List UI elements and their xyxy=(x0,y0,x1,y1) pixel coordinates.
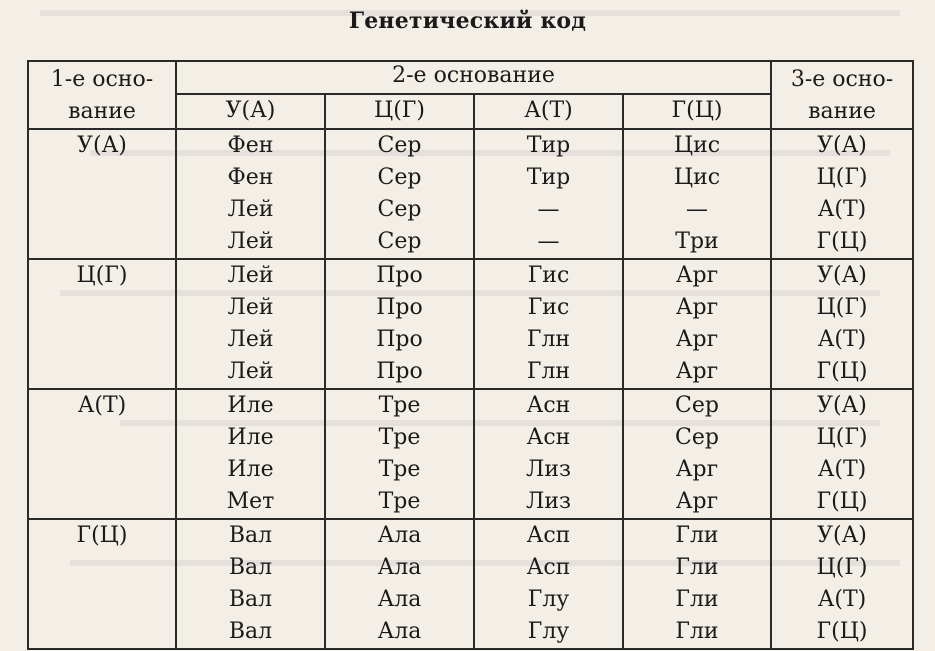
header-third-base-line1: 3-е осно- xyxy=(790,67,894,92)
third-base-value: А(Т) xyxy=(817,457,867,482)
page-title: Генетический код xyxy=(348,8,587,34)
amino-acid-cell xyxy=(325,259,474,389)
header-second-base: 2-е основание xyxy=(176,61,771,94)
amino-acid: Фен xyxy=(227,133,274,158)
first-base-value: У(А) xyxy=(77,133,127,158)
amino-acid: Цис xyxy=(673,133,721,158)
first-base-value: Г(Ц) xyxy=(76,523,128,548)
header-second-col-a: А(Т) xyxy=(474,94,623,129)
first-base-value: А(Т) xyxy=(77,393,127,418)
first-base-value: Ц(Г) xyxy=(76,263,128,288)
third-base-cell xyxy=(771,259,913,389)
table-row-first-base-a xyxy=(28,389,913,519)
amino-acid: Ала xyxy=(377,523,422,548)
third-base-value: Ц(Г) xyxy=(816,425,868,450)
genetic-code-table xyxy=(27,60,914,650)
header-second-col-c: Ц(Г) xyxy=(325,94,474,129)
third-base-cell xyxy=(771,519,913,649)
header-third-base xyxy=(771,61,913,129)
amino-acid: Иле xyxy=(227,393,274,418)
third-base-value: Ц(Г) xyxy=(816,165,868,190)
amino-acid-cell xyxy=(474,129,623,259)
amino-acid-cell xyxy=(623,259,771,389)
header-third-base-line2: вание xyxy=(808,99,876,124)
table-row-first-base-u xyxy=(28,129,913,259)
amino-acid-cell xyxy=(325,519,474,649)
third-base-cell xyxy=(771,389,913,519)
header-second-col-g: Г(Ц) xyxy=(623,94,771,129)
amino-acid: Лей xyxy=(227,263,274,288)
amino-acid: Сер xyxy=(675,425,719,450)
amino-acid: Тир xyxy=(526,165,571,190)
amino-acid: Сер xyxy=(377,133,422,158)
amino-acid: Вал xyxy=(228,587,273,612)
amino-acid: Лиз xyxy=(525,489,572,514)
amino-acid: Асп xyxy=(526,523,571,548)
amino-acid-cell xyxy=(176,519,325,649)
amino-acid: Лей xyxy=(227,229,274,254)
third-base-value: А(Т) xyxy=(817,197,867,222)
amino-acid: Арг xyxy=(675,295,719,320)
amino-acid: Арг xyxy=(675,489,719,514)
amino-acid: Вал xyxy=(228,555,273,580)
amino-acid: Про xyxy=(376,359,423,384)
header-first-base-line2: вание xyxy=(68,99,136,124)
amino-acid: Иле xyxy=(227,425,274,450)
amino-acid-cell xyxy=(325,389,474,519)
amino-acid: — xyxy=(537,229,560,254)
amino-acid: Тре xyxy=(378,425,421,450)
amino-acid: Арг xyxy=(675,359,719,384)
table-row-first-base-c xyxy=(28,259,913,389)
amino-acid: Про xyxy=(376,263,423,288)
amino-acid-cell xyxy=(474,259,623,389)
amino-acid-cell xyxy=(474,389,623,519)
amino-acid: Гис xyxy=(527,263,570,288)
amino-acid: Гли xyxy=(675,555,719,580)
amino-acid: Сер xyxy=(377,165,422,190)
amino-acid: Гис xyxy=(527,295,570,320)
amino-acid: Глу xyxy=(527,587,570,612)
amino-acid-cell xyxy=(623,389,771,519)
third-base-value: Ц(Г) xyxy=(816,555,868,580)
amino-acid: Арг xyxy=(675,263,719,288)
amino-acid: Глн xyxy=(526,359,571,384)
first-base-cell xyxy=(28,519,176,649)
amino-acid: Лей xyxy=(227,359,274,384)
amino-acid: Про xyxy=(376,295,423,320)
third-base-value: А(Т) xyxy=(817,327,867,352)
third-base-value: У(А) xyxy=(817,523,867,548)
amino-acid: — xyxy=(686,197,708,222)
amino-acid-cell xyxy=(176,259,325,389)
amino-acid-cell xyxy=(176,129,325,259)
amino-acid: Гли xyxy=(675,587,719,612)
amino-acid: Лей xyxy=(227,295,274,320)
amino-acid-cell xyxy=(623,129,771,259)
first-base-cell xyxy=(28,389,176,519)
third-base-value: Ц(Г) xyxy=(816,295,868,320)
amino-acid: Лей xyxy=(227,327,274,352)
amino-acid: Тре xyxy=(378,489,421,514)
amino-acid-cell xyxy=(474,519,623,649)
table-row-first-base-g xyxy=(28,519,913,649)
third-base-value: Г(Ц) xyxy=(816,619,868,644)
header-second-col-u: У(А) xyxy=(176,94,325,129)
amino-acid: Цис xyxy=(673,165,721,190)
amino-acid: Ала xyxy=(377,587,422,612)
amino-acid: Арг xyxy=(675,327,719,352)
amino-acid: — xyxy=(537,197,560,222)
amino-acid-cell xyxy=(325,129,474,259)
amino-acid: Гли xyxy=(675,619,719,644)
amino-acid: Три xyxy=(675,229,719,254)
header-first-base xyxy=(28,61,176,129)
header-first-base-line1: 1-е осно- xyxy=(50,67,154,92)
amino-acid: Арг xyxy=(675,457,719,482)
amino-acid: Асп xyxy=(526,555,571,580)
amino-acid: Глн xyxy=(526,327,571,352)
amino-acid-cell xyxy=(623,519,771,649)
amino-acid: Гли xyxy=(675,523,719,548)
amino-acid: Сер xyxy=(377,197,422,222)
amino-acid: Тре xyxy=(378,393,421,418)
amino-acid: Асн xyxy=(526,425,571,450)
third-base-value: Г(Ц) xyxy=(816,489,868,514)
third-base-value: У(А) xyxy=(817,393,867,418)
amino-acid: Вал xyxy=(228,523,273,548)
amino-acid: Иле xyxy=(227,457,274,482)
amino-acid: Мет xyxy=(226,489,275,514)
amino-acid: Сер xyxy=(675,393,719,418)
amino-acid: Ала xyxy=(377,555,422,580)
third-base-value: У(А) xyxy=(817,133,867,158)
amino-acid: Вал xyxy=(228,619,273,644)
third-base-value: У(А) xyxy=(817,263,867,288)
amino-acid: Тре xyxy=(378,457,421,482)
amino-acid: Фен xyxy=(227,165,274,190)
first-base-cell xyxy=(28,259,176,389)
third-base-cell xyxy=(771,129,913,259)
amino-acid: Асн xyxy=(526,393,571,418)
amino-acid: Про xyxy=(376,327,423,352)
amino-acid: Ала xyxy=(377,619,422,644)
amino-acid: Лиз xyxy=(525,457,572,482)
first-base-cell xyxy=(28,129,176,259)
amino-acid: Тир xyxy=(526,133,571,158)
amino-acid: Сер xyxy=(377,229,422,254)
third-base-value: А(Т) xyxy=(817,587,867,612)
amino-acid: Глу xyxy=(527,619,570,644)
third-base-value: Г(Ц) xyxy=(816,229,868,254)
amino-acid: Лей xyxy=(227,197,274,222)
amino-acid-cell xyxy=(176,389,325,519)
third-base-value: Г(Ц) xyxy=(816,359,868,384)
